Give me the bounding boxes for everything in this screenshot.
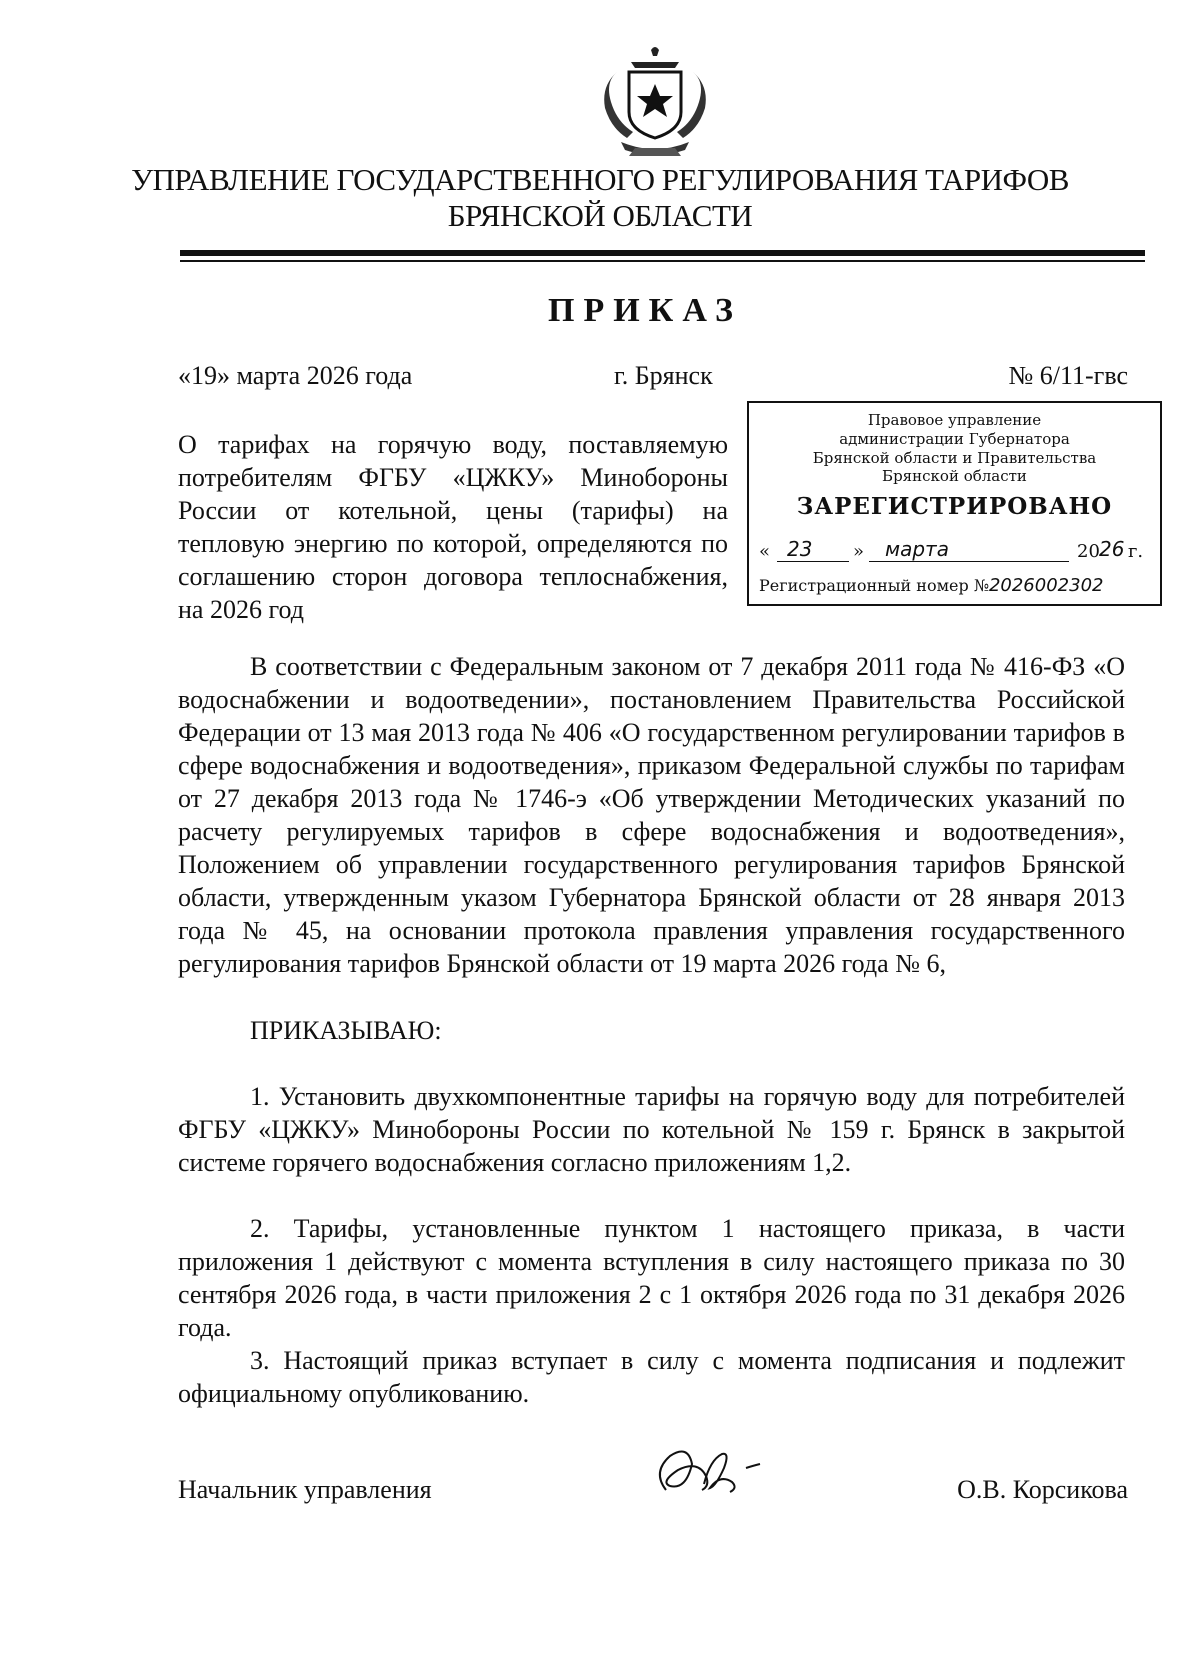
- stamp-regnum-value: 2026002302: [988, 575, 1104, 596]
- signatory-position: Начальник управления: [178, 1475, 432, 1504]
- document-date: «19» марта 2026 года: [178, 361, 413, 390]
- stamp-date: « 23 » марта 20 26 г.: [759, 537, 1144, 562]
- stamp-line-2: администрации Губернатора: [839, 430, 1070, 448]
- order-item-3: 3. Настоящий приказ вступает в силу с момента подписания и подлежит официальному опубликованию.: [178, 1346, 1125, 1408]
- document-subject: О тарифах на горячую воду, поставляемую потребителям ФГБУ «ЦЖКУ» Минобороны России от котельной, цены (тарифы) на тепловую энергию по которой, определяются по соглашению сторон договора теплоснабжения, на 2026 год: [178, 430, 728, 624]
- stamp-date-year-suffix: 26: [1099, 537, 1125, 561]
- stamp-line-4: Брянской области: [882, 467, 1027, 485]
- handwritten-signature-icon: [648, 1440, 788, 1510]
- order-item-2: 2. Тарифы, установленные пунктом 1 настоящего приказа, в части приложения 1 действуют с момента вступления в силу настоящего приказа по 30 сентября 2026 года, в части приложения 2 с 1 октября 2026 года по 31 декабря 2026 года.: [178, 1214, 1125, 1342]
- signatory-name: О.В. Корсикова: [957, 1475, 1128, 1504]
- registration-stamp: [747, 401, 1162, 606]
- header-divider-thick: [180, 250, 1145, 256]
- stamp-date-year-end: г.: [1128, 541, 1144, 562]
- coat-of-arms-icon: [601, 44, 709, 160]
- stamp-line-3: Брянской области и Правительства: [812, 449, 1097, 467]
- organization-name-line2: БРЯНСКОЙ ОБЛАСТИ: [447, 198, 753, 233]
- document-title: ПРИКАЗ: [548, 292, 742, 329]
- stamp-registration-number: [759, 575, 1103, 596]
- document-city: г. Брянск: [614, 361, 713, 390]
- stamp-date-year-prefix: 20: [1077, 541, 1100, 562]
- stamp-date-day: 23: [787, 537, 813, 561]
- stamp-regnum-label: Регистрационный номер №: [759, 576, 989, 595]
- document-number: № 6/11-гвс: [1008, 361, 1128, 390]
- stamp-date-month: марта: [885, 537, 949, 561]
- stamp-line-1: Правовое управление: [867, 411, 1042, 429]
- preamble-paragraph: В соответствии с Федеральным законом от 7 декабря 2011 года № 416-ФЗ «О водоснабжении и водоотведении», постановлением Правительства Российской Федерации от 13 мая 2013 года № 406 «О государственном регулировании тарифов в сфере водоснабжения и водоотведения», приказом Федеральной службы по тарифам от 27 декабря 2013 года № 1746-э «Об утверждении Методических указаний по расчету регулируемых тарифов в сфере водоснабжения и водоотведения», Положением об управлении государственного регулирования тарифов Брянской области, утвержденным указом Губернатора Брянской области от 28 января 2013 года № 45, на основании протокола правления управления государственного регулирования тарифов Брянской области от 19 марта 2026 года № 6,: [178, 652, 1125, 978]
- order-word: ПРИКАЗЫВАЮ:: [250, 1016, 442, 1045]
- stamp-registered: ЗАРЕГИСТРИРОВАНО: [796, 493, 1113, 520]
- order-item-1: 1. Установить двухкомпонентные тарифы на горячую воду для потребителей ФГБУ «ЦЖКУ» Минобороны России по котельной № 159 г. Брянск в закрытой системе горячего водоснабжения согласно приложениям 1,2.: [178, 1082, 1125, 1177]
- header-divider-thin: [180, 260, 1145, 262]
- organization-name-line1: УПРАВЛЕНИЕ ГОСУДАРСТВЕННОГО РЕГУЛИРОВАНИЯ ТАРИФОВ: [131, 162, 1069, 197]
